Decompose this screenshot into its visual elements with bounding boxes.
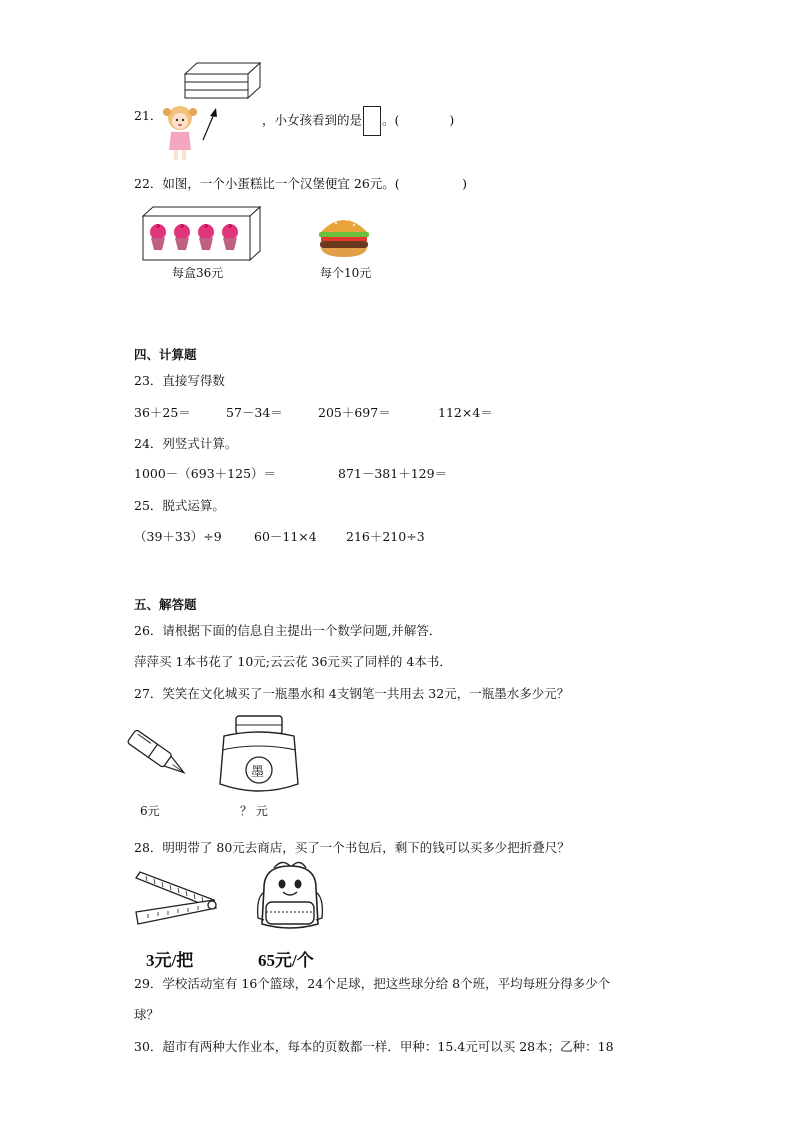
q29-line1: 29．学校活动室有 16个篮球，24个足球，把这些球分给 8个班，平均每班分得多少个: [134, 976, 611, 991]
q24-item: 1000－（693＋125）＝: [134, 466, 277, 481]
q25-item: 216＋210÷3: [346, 529, 425, 544]
q24-item: 871－381＋129＝: [338, 466, 448, 481]
gaze-arrow: [200, 108, 220, 142]
burger-caption: 每个10元: [320, 266, 372, 280]
q28-text: 28．明明带了 80元去商店，买了一个书包后，剩下的钱可以买多少把折叠尺？: [134, 840, 570, 855]
cake-box-illustration: [142, 206, 262, 262]
backpack-icon: [252, 858, 328, 936]
q23-title: 23．直接写得数: [134, 373, 225, 388]
fountain-pen-icon: [136, 720, 196, 798]
folding-ruler-icon: [134, 870, 220, 932]
q23-item: 112×4＝: [438, 405, 493, 420]
q23-item: 57－34＝: [226, 405, 283, 420]
q22-text: 22．如图，一个小蛋糕比一个汉堡便宜 26元。( ): [134, 176, 468, 191]
q21-text-before: ，小女孩看到的是: [262, 112, 363, 128]
q21-number: 21．: [134, 108, 163, 123]
ink-price: ？ 元: [240, 804, 268, 818]
girl-icon: [162, 104, 198, 162]
backpack-price: 65元/个: [258, 951, 314, 970]
burger-icon: [318, 212, 370, 258]
cake-caption: 每盒36元: [172, 266, 224, 280]
q27-text: 27．笑笑在文化城买了一瓶墨水和 4支钢笔一共用去 32元，一瓶墨水多少元？: [134, 686, 570, 701]
q23-item: 205＋697＝: [318, 405, 391, 420]
pen-price: 6元: [140, 804, 160, 818]
q26-line2: 萍萍买 1本书花了 10元;云云花 36元买了同样的 4本书．: [134, 654, 452, 669]
q21-text-after: 。( ): [382, 112, 455, 128]
q24-title: 24．列竖式计算。: [134, 436, 238, 451]
q30-line1: 30．超市有两种大作业本，每本的页数都一样．甲种：15.4元可以买 28本；乙种：18: [134, 1039, 614, 1054]
q26-line1: 26．请根据下面的信息自主提出一个数学问题,并解答．: [134, 623, 442, 638]
section5-heading: 五、解答题: [134, 597, 197, 612]
q23-item: 36＋25＝: [134, 405, 191, 420]
ink-bottle-icon: [216, 714, 302, 796]
q29-line2: 球？: [134, 1007, 160, 1022]
q21-question: [262, 106, 454, 136]
ink-label: 墨: [251, 765, 265, 780]
answer-box-shape: [363, 106, 381, 136]
ruler-price: 3元/把: [146, 951, 194, 970]
q25-item: 60－11×4: [254, 529, 317, 544]
q25-title: 25．脱式运算。: [134, 498, 225, 513]
q25-item: （39＋33）÷9: [134, 529, 222, 544]
cuboid-illustration: [184, 62, 264, 102]
section4-heading: 四、计算题: [134, 347, 197, 362]
